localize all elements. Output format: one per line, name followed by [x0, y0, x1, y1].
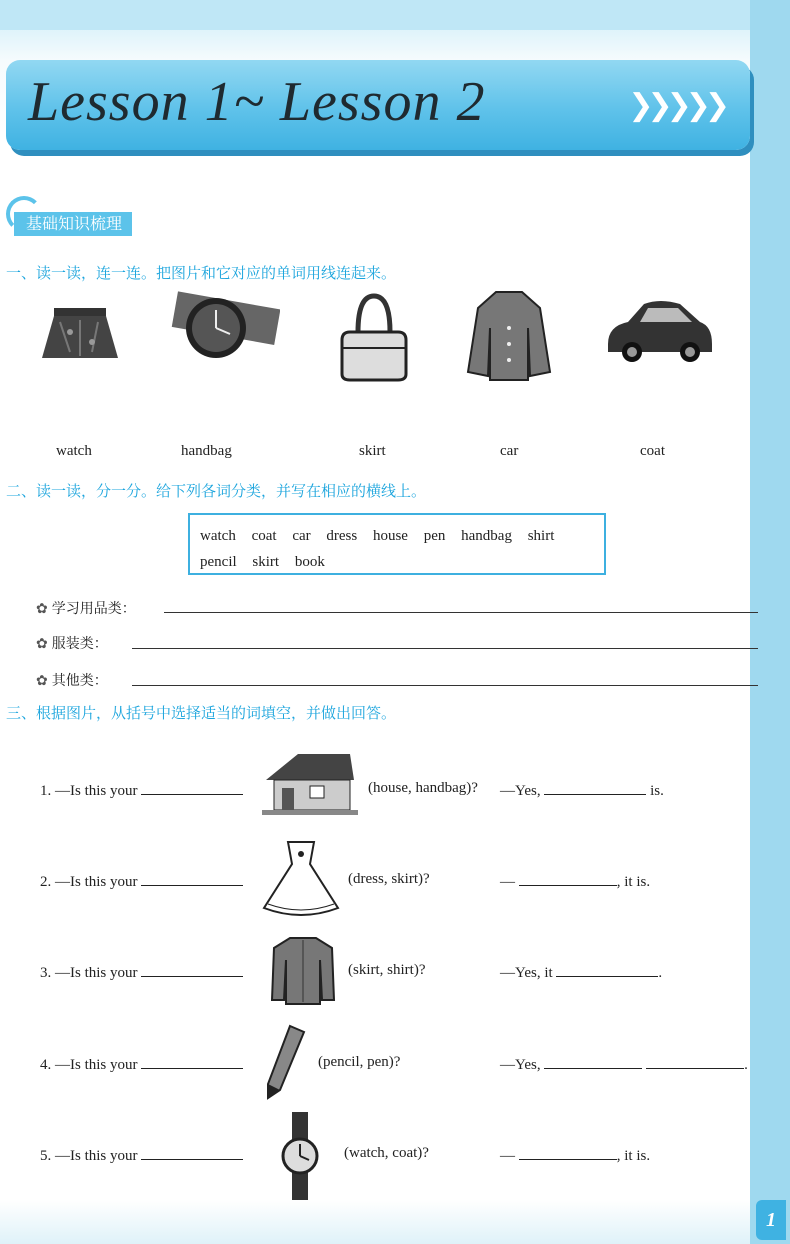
box-word: house: [372, 528, 408, 544]
page-number: 1: [756, 1200, 786, 1240]
category-others: [36, 670, 108, 690]
question-text: 2. —Is this your: [40, 874, 138, 890]
category-label: 服装类：: [51, 636, 108, 652]
box-word: book: [294, 554, 325, 570]
question-text: 5. —Is this your: [40, 1148, 138, 1164]
answer-suffix: .: [658, 965, 663, 981]
answer-blank[interactable]: [519, 1145, 617, 1160]
question-1: [40, 780, 243, 800]
skirt-picture: [40, 302, 120, 362]
question-4-answer: [500, 1054, 748, 1074]
box-word: dress: [326, 528, 358, 544]
watch-picture: [168, 290, 280, 370]
question-5-options: (watch, coat)?: [344, 1145, 429, 1161]
category-stationery: [36, 598, 136, 618]
coat-picture: [466, 288, 552, 382]
part3-heading: 三、根据图片，从括号中选择适当的词填空，并做出回答。: [6, 704, 397, 722]
flower-icon: ✿: [36, 636, 48, 652]
box-word: pencil: [200, 554, 237, 570]
question-4: [40, 1054, 243, 1074]
question-text: 1. —Is this your: [40, 783, 138, 799]
answer-prefix: —: [500, 1148, 515, 1164]
wristwatch-picture: [280, 1110, 320, 1202]
question-2: [40, 871, 243, 891]
answer-blank[interactable]: [141, 1145, 243, 1160]
answer-blank[interactable]: [519, 871, 617, 886]
answer-blank[interactable]: [556, 962, 658, 977]
answer-suffix: , it is.: [616, 1148, 651, 1164]
box-word: car: [292, 528, 311, 544]
category-label: 其他类：: [51, 673, 108, 689]
question-text: 4. —Is this your: [40, 1057, 138, 1073]
word-box-line-1: [200, 523, 594, 549]
word-car: car: [500, 443, 519, 459]
word-box-line-2: [200, 549, 594, 575]
answer-blank[interactable]: [141, 871, 243, 886]
answer-line[interactable]: [132, 685, 758, 686]
word-box: [188, 513, 606, 575]
car-picture: [604, 296, 714, 366]
answer-suffix: , it is.: [616, 874, 651, 890]
answer-blank[interactable]: [141, 780, 243, 795]
question-1-options: (house, handbag)?: [368, 780, 478, 796]
word-coat: coat: [640, 443, 665, 459]
question-3-options: (skirt, shirt)?: [348, 962, 426, 978]
answer-prefix: —: [500, 874, 515, 890]
answer-blank[interactable]: [141, 1054, 243, 1069]
answer-line[interactable]: [164, 612, 758, 613]
answer-blank[interactable]: [646, 1054, 744, 1069]
answer-prefix: —Yes,: [500, 783, 541, 799]
box-word: handbag: [461, 528, 512, 544]
question-2-options: (dress, skirt)?: [348, 871, 430, 887]
chevrons-icon: ❯❯❯❯❯: [628, 88, 724, 123]
answer-line[interactable]: [132, 648, 758, 649]
box-word: watch: [200, 528, 236, 544]
question-5: [40, 1145, 243, 1165]
shirt-picture: [270, 934, 336, 1006]
answer-suffix: is.: [650, 783, 664, 799]
answer-blank[interactable]: [544, 780, 646, 795]
section-tag: 基础知识梳理: [14, 212, 132, 236]
category-label: 学习用品类：: [51, 601, 136, 617]
word-watch: watch: [56, 443, 92, 459]
answer-blank[interactable]: [141, 962, 243, 977]
word-skirt: skirt: [359, 443, 386, 459]
question-text: 3. —Is this your: [40, 965, 138, 981]
question-3: [40, 962, 243, 982]
question-5-answer: [500, 1145, 650, 1165]
box-word: coat: [251, 528, 277, 544]
flower-icon: ✿: [36, 673, 48, 689]
handbag-picture: [336, 292, 412, 382]
box-word: pen: [423, 528, 446, 544]
box-word: shirt: [527, 528, 555, 544]
lesson-banner: [6, 60, 750, 150]
part2-heading: 二、读一读，分一分。给下列各词分类，并写在相应的横线上。: [6, 482, 427, 500]
part1-heading: 一、读一读，连一连。把图片和它对应的单词用线连起来。: [6, 264, 397, 282]
top-border: [0, 0, 790, 30]
question-2-answer: [500, 871, 650, 891]
flower-icon: ✿: [36, 601, 48, 617]
right-border: [750, 0, 790, 1244]
lesson-title: Lesson 1~ Lesson 2: [28, 71, 486, 133]
box-word: skirt: [252, 554, 280, 570]
word-handbag: handbag: [181, 443, 232, 459]
house-picture: [262, 750, 358, 816]
pencil-picture: [264, 1022, 308, 1102]
category-clothing: [36, 633, 108, 653]
answer-suffix: .: [744, 1057, 748, 1073]
question-1-answer: [500, 780, 664, 800]
answer-prefix: —Yes, it: [500, 965, 553, 981]
answer-blank[interactable]: [544, 1054, 642, 1069]
dress-picture: [258, 838, 344, 920]
answer-prefix: —Yes,: [500, 1057, 541, 1073]
question-4-options: (pencil, pen)?: [318, 1054, 401, 1070]
question-3-answer: [500, 962, 662, 982]
